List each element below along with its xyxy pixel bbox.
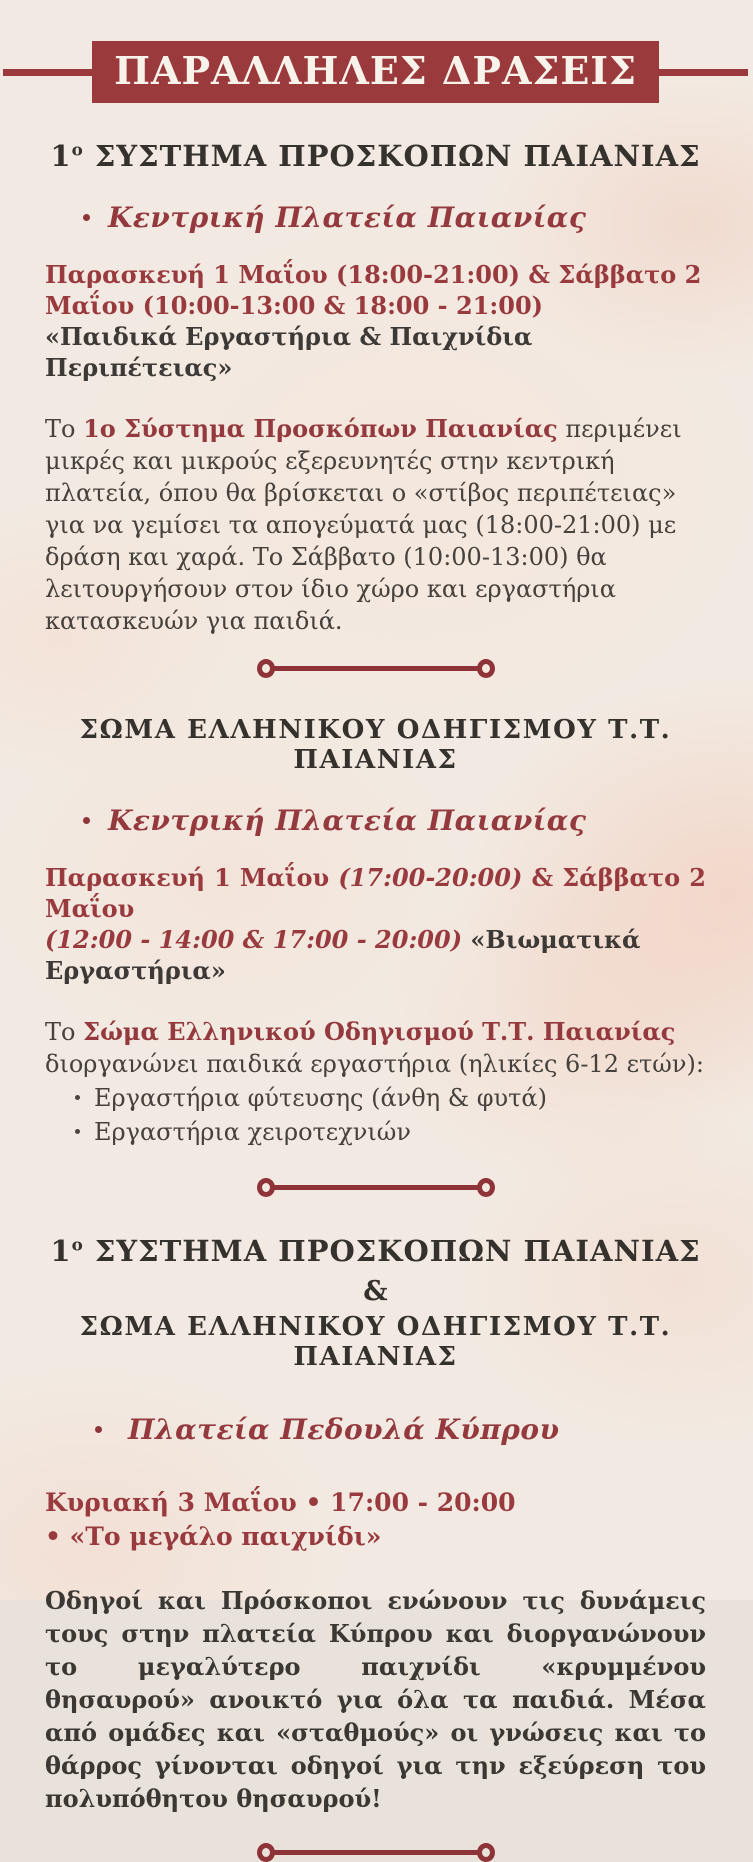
event-tagline: «Βιωματικά Εργαστήρια»: [45, 925, 641, 986]
section-joint: [45, 1235, 706, 1815]
schedule-line: Μαΐου (10:00-13:00 & 18:00 - 21:00): [45, 291, 544, 321]
section-guides: [45, 716, 706, 1148]
body-highlight: Σώμα Ελληνικού Οδηγισμού Τ.Τ. Παιανίας: [83, 1017, 676, 1047]
list-item: [75, 1082, 706, 1114]
schedule-time: (12:00 - 14:00 & 17:00 - 20:00): [45, 925, 463, 955]
section-body: [45, 413, 706, 637]
schedule-line: [45, 862, 706, 924]
section-heading: ΣΩΜΑ ΕΛΛΗΝΙΚΟΥ ΟΔΗΓΙΣΜΟΥ Τ.Τ. ΠΑΙΑΝΙΑΣ: [79, 715, 672, 776]
heading-ampersand: &: [363, 1276, 388, 1308]
schedule-line: [45, 924, 706, 986]
body-text: Το: [45, 415, 84, 444]
banner-rule-right: [659, 69, 748, 76]
location-row: [83, 804, 706, 837]
divider-line: [274, 1850, 478, 1855]
location-row: [95, 1413, 706, 1446]
divider-ring-icon: [257, 1843, 275, 1862]
section-heading: ΣΩΜΑ ΕΛΛΗΝΙΚΟΥ ΟΔΗΓΙΣΜΟΥ Τ.Τ. ΠΑΙΑΝΙΑΣ: [79, 1312, 672, 1373]
schedule-line: Κυριακή 3 Μαΐου • 17:00 - 20:00: [45, 1488, 516, 1518]
body-text: περιμένει μικρές και μικρούς εξερευνητές στην κεντρική πλατεία, όπου θα βρίσκεται ο «στίβος περιπέτειας» για να γεμίσει τα απογεύματά μας (18:00-21:00) με δράση και χαρά. Το Σάββατο (10:00-13:00) θα λειτουργήσουν στον ίδιο χώρο και εργαστήρια κατασκευών για παιδιά.: [45, 415, 682, 636]
schedule-text: Παρασκευή 1 Μαΐου: [45, 863, 339, 893]
workshop-list: [45, 1082, 706, 1148]
heading-ordinal: ο: [71, 1234, 84, 1255]
schedule-block: [45, 1486, 706, 1554]
schedule-line: Παρασκευή 1 Μαΐου (18:00-21:00) & Σάββατο 2: [45, 260, 702, 290]
bullet-dot-icon: [95, 1426, 102, 1433]
list-item-label: Εργαστήρια χειροτεχνιών: [94, 1118, 411, 1147]
body-text: διοργανώνει παιδικά εργαστήρια (ηλικίες 6-12 ετών):: [45, 1050, 704, 1079]
section-divider: [257, 1178, 495, 1197]
section-body: Οδηγοί και Πρόσκοποι ενώνουν τις δυνάμεις τους στην πλατεία Κύπρου και διοργανώνουν το μεγαλύτερο παιχνίδι «κρυμμένου θησαυρού» ανοικτό για όλα τα παιδιά. Μέσα από ομάδες και «σταθμούς» οι γνώσεις και το θάρρος γίνονται οδηγοί για την εξεύρεση του πολυπόθητου θησαυρού!: [45, 1586, 706, 1814]
bullet-dot-icon: [83, 817, 90, 824]
body-highlight: 1ο Σύστημα Προσκόπων Παιανίας: [83, 414, 558, 444]
divider-line: [274, 666, 478, 671]
body-text: Το: [45, 1018, 84, 1047]
location-row: [83, 201, 706, 234]
schedule-text: & Σάββατο 2 Μαΐου: [45, 863, 706, 924]
schedule-block: [45, 862, 706, 986]
section-heading: [45, 140, 706, 173]
divider-ring-icon: [257, 659, 275, 678]
section-scouts: [45, 140, 706, 637]
bullet-dot-icon: [83, 214, 90, 221]
location-label: Κεντρική Πλατεία Παιανίας: [108, 804, 587, 838]
bullet-dot-icon: [75, 1129, 80, 1134]
event-tagline: «Παιδικά Εργαστήρια & Παιχνίδια Περιπέτειας»: [45, 322, 533, 383]
schedule-line: • «Το μεγάλο παιχνίδι»: [45, 1522, 382, 1552]
heading-text: ΣΥΣΤΗΜΑ ΠΡΟΣΚΟΠΩΝ ΠΑΙΑΝΙΑΣ: [83, 139, 701, 173]
banner-row: [45, 42, 706, 102]
heading-ordinal: ο: [71, 139, 84, 160]
section-heading: [45, 1235, 706, 1268]
location-label: Πλατεία Πεδουλά Κύπρου: [128, 1413, 560, 1447]
page-title-banner: [92, 41, 659, 103]
banner-rule-left: [3, 69, 92, 76]
heading-number: 1: [50, 139, 72, 173]
list-item-label: Εργαστήρια φύτευσης (άνθη & φυτά): [94, 1084, 547, 1113]
schedule-block: [45, 259, 706, 383]
divider-ring-icon: [477, 659, 495, 678]
divider-ring-icon: [477, 1843, 495, 1862]
section-divider: [257, 1843, 495, 1862]
heading-number: 1: [50, 1234, 72, 1269]
location-label: Κεντρική Πλατεία Παιανίας: [108, 201, 587, 235]
page-title: ΠΑΡΑΛΛΗΛΕΣ ΔΡΑΣΕΙΣ: [114, 48, 637, 93]
bullet-dot-icon: [75, 1095, 80, 1100]
divider-ring-icon: [477, 1178, 495, 1197]
section-body: [45, 1016, 706, 1080]
divider-ring-icon: [257, 1178, 275, 1197]
list-item: [75, 1116, 706, 1148]
section-divider: [257, 659, 495, 678]
heading-text: ΣΥΣΤΗΜΑ ΠΡΟΣΚΟΠΩΝ ΠΑΙΑΝΙΑΣ: [83, 1234, 701, 1269]
schedule-time: (17:00-20:00): [338, 863, 523, 893]
divider-line: [274, 1185, 478, 1190]
